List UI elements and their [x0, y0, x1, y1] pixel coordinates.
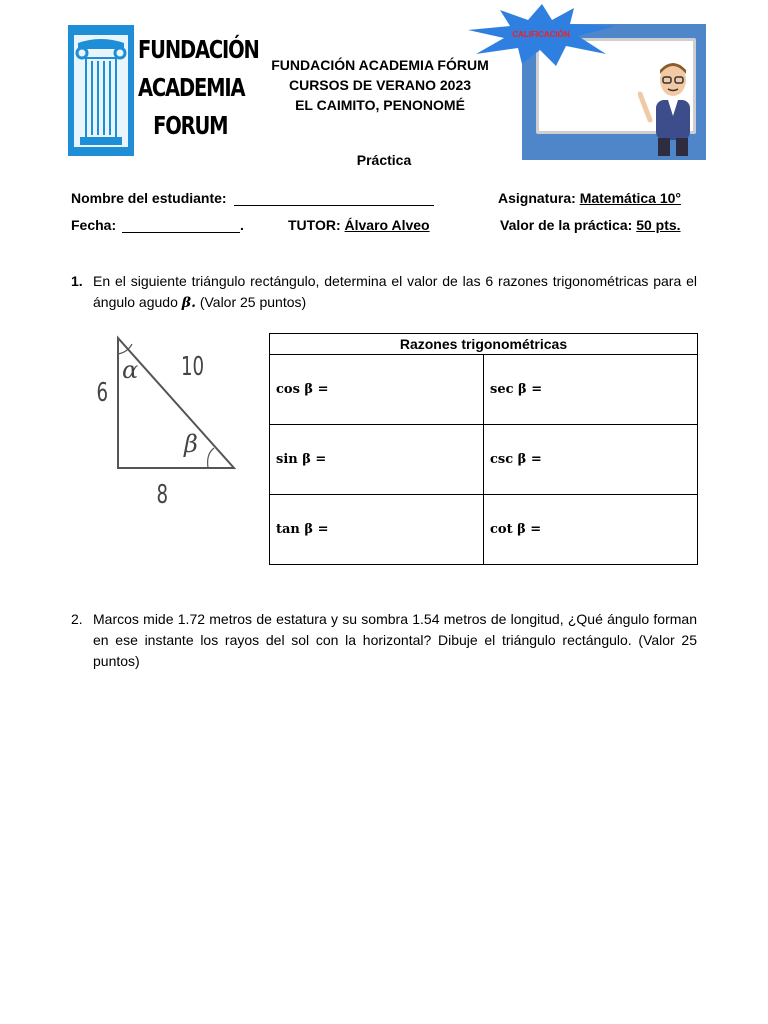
logo-text [138, 31, 259, 145]
practice-value-label: Valor de la práctica: [500, 217, 633, 233]
subject-field [498, 190, 681, 206]
subject-label: Asignatura: [498, 190, 576, 206]
triangle-icon [84, 330, 254, 520]
date-label: Fecha: [71, 217, 117, 233]
tan-cell[interactable]: tan β = [270, 495, 484, 565]
date-field [71, 217, 244, 233]
angle-beta-label: β [184, 430, 198, 458]
right-triangle-figure [84, 330, 254, 520]
column-icon [68, 25, 134, 156]
student-name-label: Nombre del estudiante: [71, 190, 227, 206]
logo-line: FUNDACIÓN [138, 35, 259, 64]
cos-cell[interactable]: cos β = [270, 355, 484, 425]
trig-ratios-table [269, 333, 698, 565]
csc-cell[interactable]: csc β = [484, 425, 698, 495]
practice-value-field [500, 217, 681, 233]
teacher-icon [638, 58, 704, 158]
tutor-field [288, 217, 430, 233]
question-1-points: (Valor 25 puntos) [195, 294, 307, 310]
tutor-value: Álvaro Alveo [344, 217, 430, 233]
document-type: Práctica [356, 152, 412, 168]
title-line: FUNDACIÓN ACADEMIA FÓRUM [271, 57, 489, 73]
student-name-field [71, 190, 434, 206]
title-line: CURSOS DE VERANO 2023 [288, 77, 472, 93]
question-1-text [93, 271, 697, 314]
cot-cell[interactable]: cot β = [484, 495, 698, 565]
tutor-label: TUTOR: [288, 217, 341, 233]
hypotenuse-label: 10 [180, 352, 205, 382]
question-1-text-body: En el siguiente triángulo rectángulo, determina el valor de las 6 razones trigonométricas para el ángulo agudo [93, 273, 697, 310]
logo-line: ACADEMIA [138, 73, 245, 102]
beta-symbol: β. [181, 295, 196, 311]
sec-cell[interactable]: sec β = [484, 355, 698, 425]
logo-line: FORUM [153, 111, 228, 140]
question-2-number: 2. [71, 611, 83, 627]
practice-value: 50 pts. [636, 217, 681, 233]
angle-alpha-label: α [122, 356, 139, 384]
title-line: EL CAIMITO, PENONOMÉ [295, 97, 465, 113]
grade-star-badge [466, 4, 618, 66]
subject-value: Matemática 10° [579, 190, 682, 206]
question-1-number: 1. [71, 273, 83, 289]
sin-cell[interactable]: sin β = [270, 425, 484, 495]
table-title: Razones trigonométricas [270, 334, 698, 355]
date-suffix: . [240, 217, 244, 233]
question-2-text: Marcos mide 1.72 metros de estatura y su sombra 1.54 metros de longitud, ¿Qué ángulo forman en ese instante los rayos del sol con la horizontal? Dibuje el triángulo rectángulo. (Valor 25 puntos) [93, 611, 697, 669]
side-horizontal-label: 8 [156, 480, 169, 510]
grade-label: CALIFICACIÓN [512, 30, 570, 39]
date-line[interactable] [122, 218, 240, 233]
side-vertical-label: 6 [96, 378, 109, 408]
student-name-line[interactable] [234, 191, 434, 206]
academy-logo [68, 25, 259, 157]
